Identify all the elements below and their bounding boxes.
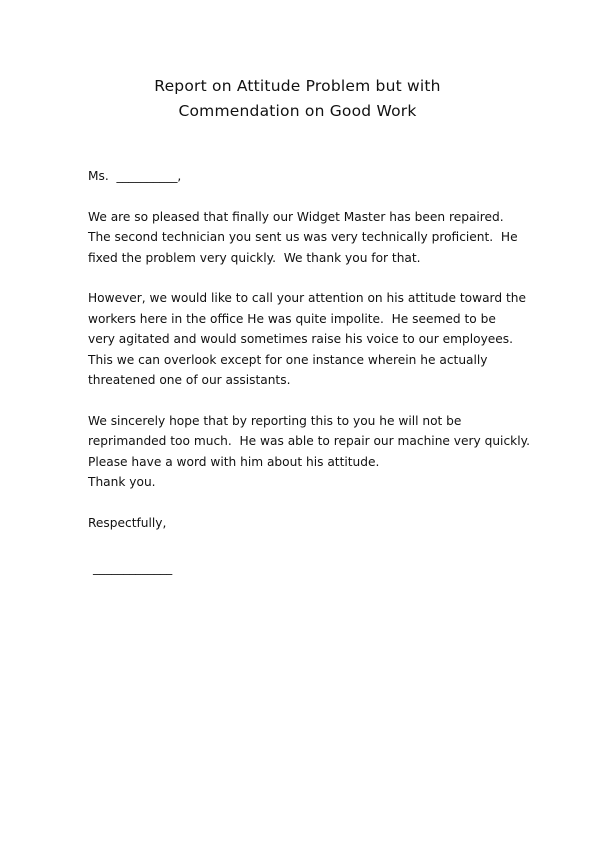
paragraph-line: However, we would like to call your attention on his attitude toward the [88, 291, 526, 305]
paragraph-line: Thank you. [88, 475, 156, 489]
signature-line: _____________ [93, 561, 173, 575]
paragraph-line: We are so pleased that finally our Widget Master has been repaired. [88, 209, 504, 224]
paragraph-1 [88, 207, 558, 269]
paragraph-line: This we can overlook except for one instance wherein he actually [88, 352, 488, 367]
paragraph-line: fixed the problem very quickly. We thank you for that. [88, 250, 421, 265]
title-line-2: Commendation on Good Work [178, 102, 417, 120]
document-title [0, 74, 595, 124]
closing: Respectfully, [88, 515, 167, 530]
paragraph-line: reprimanded too much. He was able to repair our machine very quickly. [88, 434, 530, 448]
paragraph-2 [88, 288, 558, 391]
paragraph-line: threatened one of our assistants. [88, 373, 291, 387]
paragraph-line: We sincerely hope that by reporting this to you he will not be [88, 413, 462, 428]
paragraph-line: Please have a word with him about his attitude. [88, 454, 380, 469]
paragraph-line: very agitated and would sometimes raise his voice to our employees. [88, 332, 514, 346]
paragraph-3 [88, 411, 558, 493]
paragraph-line: The second technician you sent us was very technically proficient. He [88, 230, 518, 244]
paragraph-line: workers here in the office He was quite impolite. He seemed to be [88, 311, 496, 326]
title-line-1: Report on Attitude Problem but with [154, 77, 441, 95]
salutation: Ms. __________, [88, 169, 182, 183]
letter-body [88, 166, 558, 533]
